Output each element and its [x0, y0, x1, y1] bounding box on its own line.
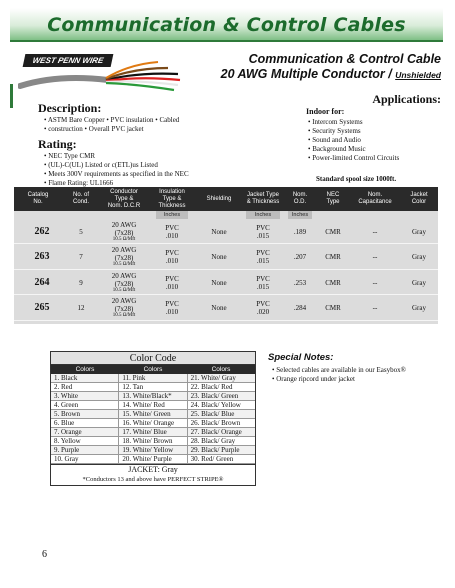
insulation-spec: PVC .010	[165, 223, 179, 240]
color-code-row	[51, 428, 255, 437]
application-item: • Sound and Audio	[308, 136, 399, 145]
color-code-cell: 7. Orange	[51, 428, 119, 436]
product-title: Communication & Control Cable	[248, 52, 441, 66]
product-heading	[221, 52, 441, 83]
catalog-number: 263	[34, 251, 50, 262]
color-code-cell: 25. Black/ Blue	[190, 410, 235, 418]
color-code-cell: 3. White	[51, 392, 119, 400]
spec-header-conductor: Conductor Type & Nom. D.C.R	[107, 188, 141, 209]
spec-table-header	[14, 187, 438, 211]
special-notes-heading: Special Notes:	[268, 352, 334, 363]
special-note-item: • Orange ripcord under jacket	[272, 375, 406, 384]
color-code-cell: 13. White/Black*	[119, 392, 187, 400]
jacket-spec: PVC .015	[256, 274, 270, 291]
nec-type: CMR	[325, 278, 341, 287]
unit-label-jacket: Inches	[246, 211, 280, 219]
spec-header-jacket: Jacket Type & Thickness	[246, 192, 280, 205]
capacitance-value: --	[372, 304, 378, 312]
spec-header-insulation: Insulation Type & Thickness	[158, 188, 186, 209]
shielding-label: Unshielded	[395, 70, 441, 80]
color-code-cell: 20. White/ Purple	[119, 455, 187, 463]
od-value: .189	[293, 227, 307, 236]
page-number: 6	[42, 549, 47, 560]
perfect-stripe-note: *Conductors 13 and above have PERFECT STRIPE®	[82, 476, 224, 483]
application-item: • Intercom Systems	[308, 118, 399, 127]
color-code-cell: 5. Brown	[51, 410, 119, 418]
conductor-spec: 20 AWG (7x28) 10.5 Ω/Mft	[111, 246, 137, 267]
catalog-number: 262	[34, 225, 50, 237]
shielding-value: None	[211, 304, 227, 312]
od-value: .207	[293, 253, 307, 261]
color-code-cell: 11. Pink	[119, 374, 187, 382]
color-code-row	[51, 374, 255, 383]
application-item: • Background Music	[308, 145, 399, 154]
spec-header-cond: No. of Cond.	[72, 192, 89, 205]
color-code-cell: 2. Red	[51, 383, 119, 391]
conductor-spec: 20 AWG (7x28) 10.5 Ω/Mft	[111, 220, 137, 242]
color-code-cell: 4. Green	[51, 401, 119, 409]
banner-title: Communication & Control Cables	[47, 14, 406, 36]
color-code-cell: 18. White/ Brown	[119, 437, 187, 445]
rating-item: • (UL)-C(UL) Listed or c(ETL)us Listed	[44, 161, 189, 170]
shielding-value: None	[211, 227, 227, 236]
color-code-cell: 6. Blue	[51, 419, 119, 427]
color-code-row	[51, 419, 255, 428]
color-code-table	[50, 351, 256, 486]
color-code-cell: 15. White/ Green	[119, 410, 187, 418]
color-code-row	[51, 392, 255, 401]
cable-illustration	[18, 52, 188, 100]
rating-item: • NEC Type CMR	[44, 152, 189, 161]
spec-table	[14, 187, 438, 324]
table-row	[14, 296, 438, 321]
color-code-col-header: Colors	[75, 366, 95, 373]
conductor-count: 12	[77, 304, 85, 312]
color-code-title: Color Code	[51, 352, 255, 365]
spec-header-nec: NEC Type	[326, 192, 340, 205]
jacket-color-value: Gray	[412, 304, 426, 312]
description-item: • ASTM Bare Copper • PVC insulation • Cabled	[44, 116, 224, 125]
color-code-row	[51, 446, 255, 455]
spec-header-catalog: Catalog No.	[27, 192, 49, 205]
shielding-value: None	[211, 278, 227, 287]
jacket-spec: PVC .020	[256, 300, 270, 316]
product-subtitle	[221, 67, 441, 83]
conductor-count: 7	[79, 253, 83, 261]
rating-item: • Flame Rating: UL1666	[44, 179, 189, 188]
od-value: .253	[293, 278, 307, 287]
color-code-cell: 10. Gray	[51, 455, 119, 463]
description-list	[44, 116, 224, 134]
nec-type: CMR	[325, 253, 341, 261]
insulation-spec: PVC .010	[165, 249, 179, 265]
application-item: • Power-limited Control Circuits	[308, 154, 399, 163]
color-code-row	[51, 410, 255, 419]
color-code-cell: 17. White/ Blue	[119, 428, 187, 436]
capacitance-value: --	[372, 253, 378, 261]
product-subtitle-text: 20 AWG Multiple Conductor /	[220, 67, 392, 81]
color-code-cell: 23. Black/ Green	[190, 392, 239, 400]
description-item-text: construction • Overall PVC jacket	[48, 125, 144, 133]
conductor-count: 9	[79, 278, 83, 287]
color-code-cell: 16. White/ Orange	[119, 419, 187, 427]
indoor-label: Indoor for:	[306, 107, 345, 116]
conductor-count: 5	[79, 227, 83, 236]
description-item	[44, 125, 224, 134]
color-code-cell: 12. Tan	[119, 383, 187, 391]
color-code-cell: 24. Black/ Yellow	[190, 401, 241, 409]
applications-heading: Applications:	[372, 92, 441, 106]
rating-item: • Meets 300V requirements as specified in the NEC	[44, 170, 189, 179]
color-code-col-header: Colors	[143, 366, 163, 373]
nec-type: CMR	[325, 227, 341, 236]
color-code-cell: 21. White/ Gray	[190, 374, 236, 382]
table-row	[14, 270, 438, 295]
spool-size: Standard spool size 1000ft.	[316, 175, 397, 183]
color-code-cell: 22. Black/ Red	[190, 383, 233, 391]
conductor-spec: 20 AWG (7x28) 10.5 Ω/Mft	[111, 297, 137, 318]
catalog-number: 264	[34, 276, 50, 288]
od-value: .284	[293, 304, 307, 312]
color-code-cell: 30. Red/ Green	[190, 455, 234, 463]
unit-label-od: Inches	[288, 211, 312, 219]
color-code-header	[51, 365, 255, 374]
color-code-cell: 26. Black/ Brown	[190, 419, 241, 427]
table-row	[14, 219, 438, 244]
color-code-row	[51, 383, 255, 392]
jacket-color: JACKET: Gray	[51, 464, 255, 475]
table-row	[14, 245, 438, 270]
applications-list	[308, 118, 399, 163]
unit-label-insulation: Inches	[156, 211, 188, 219]
color-code-cell: 27. Black/ Orange	[190, 428, 242, 436]
rating-heading: Rating:	[38, 137, 77, 151]
color-code-cell: 8. Yellow	[51, 437, 119, 445]
color-code-cell: 19. White/ Yellow	[119, 446, 187, 454]
rating-list	[44, 152, 189, 188]
nec-type: CMR	[325, 304, 341, 312]
conductor-spec: 20 AWG (7x28) 10.5 Ω/Mft	[111, 271, 137, 293]
color-code-cell: 29. Black/ Purple	[190, 446, 240, 454]
spec-header-cap: Nom. Capacitance	[358, 192, 392, 205]
application-item: • Security Systems	[308, 127, 399, 136]
spec-header-shielding: Shielding	[206, 195, 232, 202]
color-code-col-header: Colors	[211, 366, 231, 373]
spec-header-od: Nom. O.D.	[292, 192, 308, 205]
color-code-cell: 28. Black/ Gray	[190, 437, 236, 445]
spec-header-color: Jacket Color	[410, 192, 428, 205]
capacitance-value: --	[372, 227, 378, 236]
jacket-spec: PVC .015	[256, 223, 270, 240]
color-code-row	[51, 401, 255, 410]
color-code-cell: 14. White/ Red	[119, 401, 187, 409]
color-code-cell: 9. Purple	[51, 446, 119, 454]
description-heading: Description:	[38, 101, 102, 115]
jacket-color-value: Gray	[412, 253, 426, 261]
catalog-number: 265	[34, 302, 50, 313]
brand-logo: WEST PENN WIRE	[23, 54, 114, 67]
banner	[10, 8, 443, 42]
insulation-spec: PVC .010	[165, 274, 179, 291]
color-code-row	[51, 455, 255, 464]
cable-icon	[18, 52, 188, 100]
color-code-cell: 1. Black	[51, 374, 119, 382]
accent-bar	[10, 84, 13, 108]
special-note-item: • Selected cables are available in our Easybox®	[272, 366, 406, 375]
color-code-row	[51, 437, 255, 446]
capacitance-value: --	[372, 278, 378, 287]
special-notes-list	[272, 366, 406, 384]
insulation-spec: PVC .010	[165, 300, 179, 316]
jacket-color-value: Gray	[412, 278, 426, 287]
jacket-color-value: Gray	[412, 227, 426, 236]
shielding-value: None	[211, 253, 227, 261]
jacket-spec: PVC .015	[256, 249, 270, 265]
